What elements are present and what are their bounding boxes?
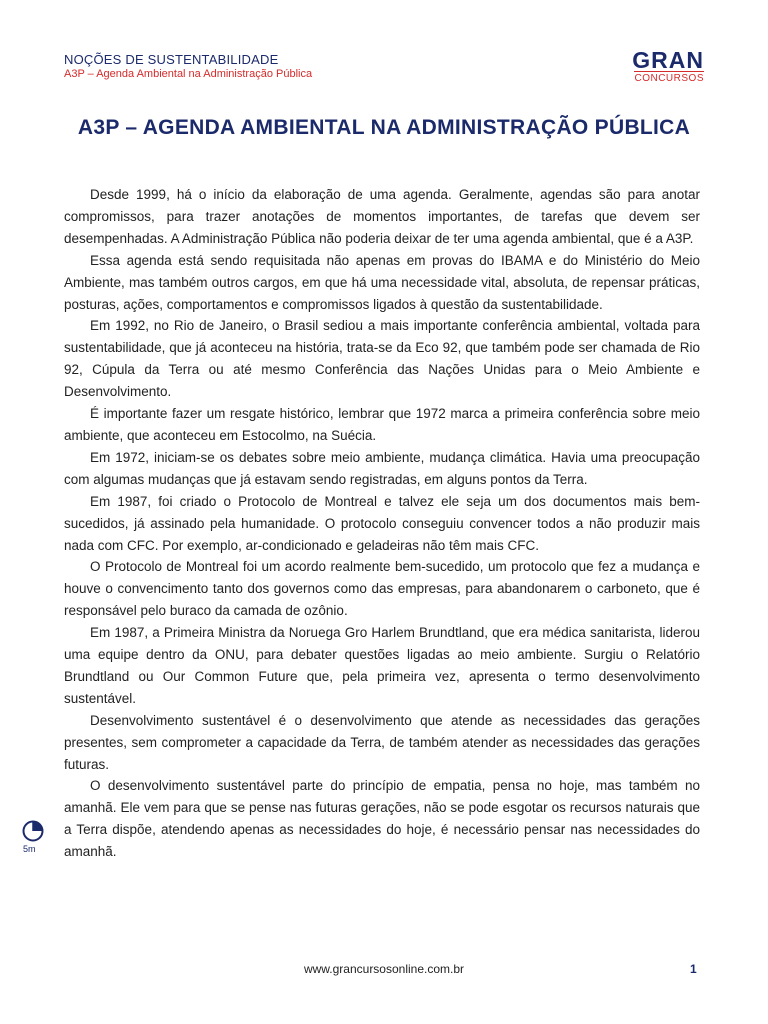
header-subtitle: A3P – Agenda Ambiental na Administração Pública bbox=[64, 68, 313, 80]
paragraph: Essa agenda está sendo requisitada não apenas em provas do IBAMA e do Ministério do Meio Ambiente, mas também outros cargos, em que há uma necessidade vital, absoluta, de repensar práticas, posturas, ações, comportamentos e compromissos ligados à questão da sustentabilidade. bbox=[64, 252, 700, 312]
paragraph: Em 1972, iniciam-se os debates sobre meio ambiente, mudança climática. Havia uma preocupação com algumas mudanças que já estavam sendo registradas, em alguns pontos da Terra. bbox=[64, 449, 700, 487]
video-timestamp-marker bbox=[21, 819, 45, 859]
gran-concursos-logo bbox=[620, 47, 704, 86]
paragraph: Desde 1999, há o início da elaboração de uma agenda. Geralmente, agendas são para anotar compromissos, para trazer anotações de momentos importantes, de tarefas que devem ser desempenhadas. A Administração Pública não poderia deixar de ter uma agenda ambiental, que é a A3P. bbox=[64, 187, 700, 246]
logo-wordmark: GRAN bbox=[632, 47, 704, 73]
paragraph: Desenvolvimento sustentável é o desenvolvimento que atende as necessidades das gerações presentes, sem comprometer a capacidade da Terra, de também atender as necessidades das gerações futuras. bbox=[64, 712, 700, 772]
paragraph: É importante fazer um resgate histórico, lembrar que 1972 marca a primeira conferência sobre meio ambiente, que aconteceu em Estocolmo, na Suécia. bbox=[64, 406, 700, 443]
paragraph: O Protocolo de Montreal foi um acordo realmente bem-sucedido, um protocolo que fez a mudança e houve o convencimento tanto dos governos como das empresas, para abandonarem o carboneto, que é responsável pelo buraco da camada de ozônio. bbox=[64, 559, 700, 619]
timestamp-label: 5m bbox=[23, 844, 36, 854]
paragraph: O desenvolvimento sustentável parte do princípio de empatia, pensa no hoje, mas também no amanhã. Ele vem para que se pense nas futuras gerações, não se pode esgotar os recursos naturais que a Terra dispõe, atendendo apenas as necessidades do hoje, é necessário pensar nas necessidades do amanhã. bbox=[64, 778, 700, 860]
page-number: 1 bbox=[690, 962, 697, 976]
paragraph: Em 1987, foi criado o Protocolo de Montreal e talvez ele seja um dos documentos mais bem-sucedidos, já assinado pela humanidade. O protocolo conseguiu convencer todos a não produzir mais nada com CFC. Por exemplo, ar-condicionado e geladeiras não têm mais CFC. bbox=[64, 493, 700, 553]
paragraph: Em 1992, no Rio de Janeiro, o Brasil sediou a mais importante conferência ambiental, voltada para sustentabilidade, que já aconteceu na história, trata-se da Eco 92, que também pode ser chamada de Rio 92, Cúpula da Terra ou até mesmo Conferência das Nações Unidas para o Meio Ambiente e Desenvolvimento. bbox=[64, 318, 700, 400]
document-body bbox=[64, 184, 700, 863]
header-category: NOÇÕES DE SUSTENTABILIDADE bbox=[64, 52, 279, 67]
paragraph: Em 1987, a Primeira Ministra da Noruega Gro Harlem Brundtland, que era médica sanitarista, liderou uma equipe dentro da ONU, para debater questões ligadas ao meio ambiente. Surgiu o Relatório Brundtland ou Our Common Future que, pela primeira vez, apresenta o termo desenvolvimento sustentável. bbox=[64, 625, 700, 706]
page-header bbox=[64, 47, 704, 90]
page-title: A3P – AGENDA AMBIENTAL NA ADMINISTRAÇÃO PÚBLICA bbox=[77, 116, 691, 139]
footer-website-link[interactable]: www.grancursosonline.com.br bbox=[303, 962, 465, 976]
logo-tagline: CONCURSOS bbox=[634, 73, 704, 84]
stopwatch-icon bbox=[21, 819, 45, 843]
